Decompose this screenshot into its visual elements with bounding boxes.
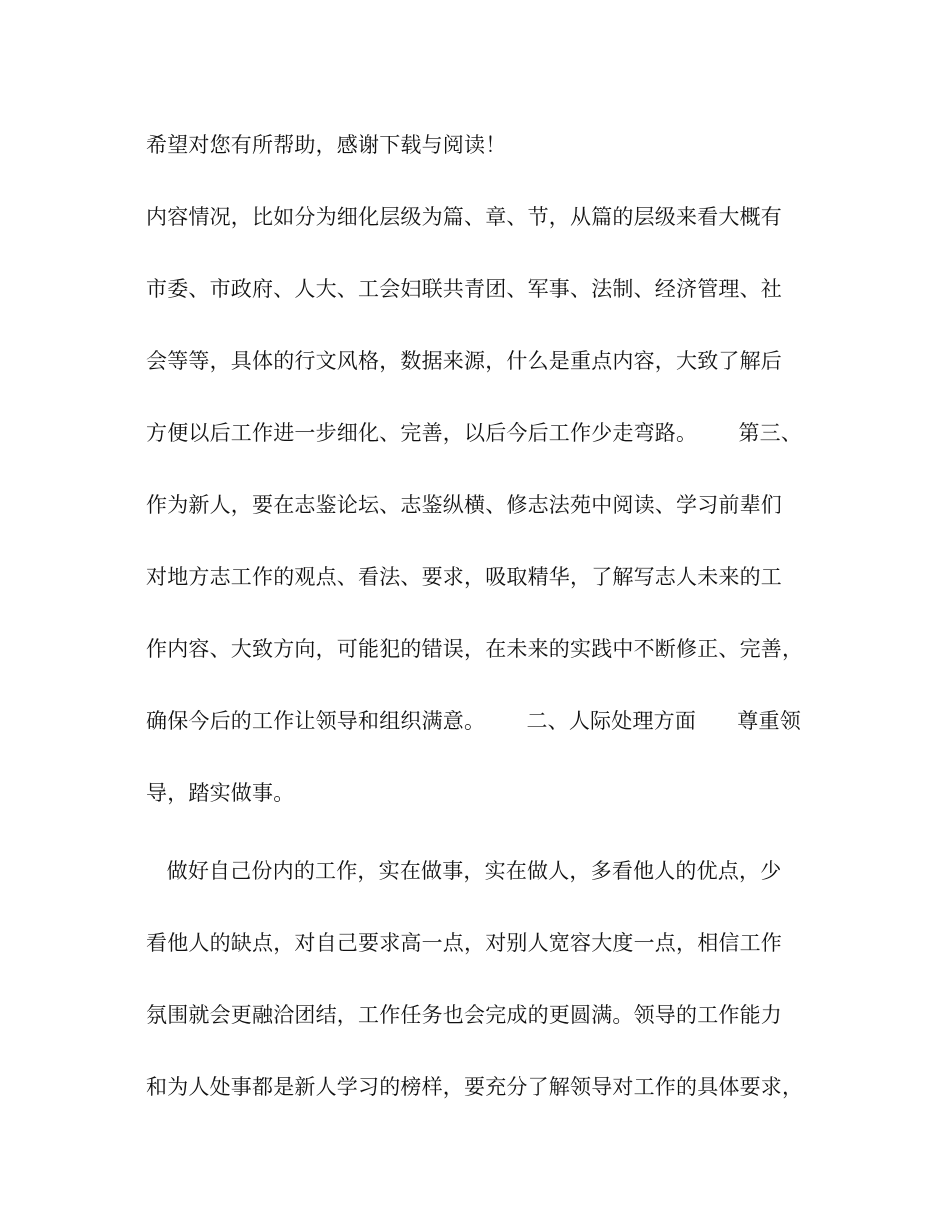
text-line: 会等等，具体的行文风格，数据来源，什么是重点内容，大致了解后	[146, 349, 782, 373]
text-line: 确保今后的工作让领导和组织满意。 二、人际处理方面 尊重领	[146, 709, 801, 733]
text-line: 方便以后工作进一步细化、完善，以后今后工作少走弯路。 第三、	[146, 421, 803, 445]
text-line: 氛围就会更融洽团结，工作任务也会完成的更圆满。领导的工作能力	[146, 1003, 782, 1027]
text-line: 对地方志工作的观点、看法、要求，吸取精华，了解写志人未来的工	[146, 565, 782, 589]
text-line: 作内容、大致方向，可能犯的错误，在未来的实践中不断修正、完善，	[146, 637, 804, 661]
text-line: 作为新人，要在志鉴论坛、志鉴纵横、修志法苑中阅读、学习前辈们	[146, 493, 782, 517]
text-line: 和为人处事都是新人学习的榜样，要充分了解领导对工作的具体要求，	[146, 1075, 804, 1099]
text-line: 市委、市政府、人大、工会妇联共青团、军事、法制、经济管理、社	[146, 277, 782, 301]
text-line: 看他人的缺点，对自己要求高一点，对别人宽容大度一点，相信工作	[146, 931, 782, 955]
text-line: 希望对您有所帮助，感谢下载与阅读！	[146, 133, 507, 157]
text-line: 导，踏实做事。	[146, 781, 295, 805]
text-line: 做好自己份内的工作，实在做事，实在做人，多看他人的优点，少	[146, 859, 782, 883]
text-line: 内容情况，比如分为细化层级为篇、章、节，从篇的层级来看大概有	[146, 205, 782, 229]
